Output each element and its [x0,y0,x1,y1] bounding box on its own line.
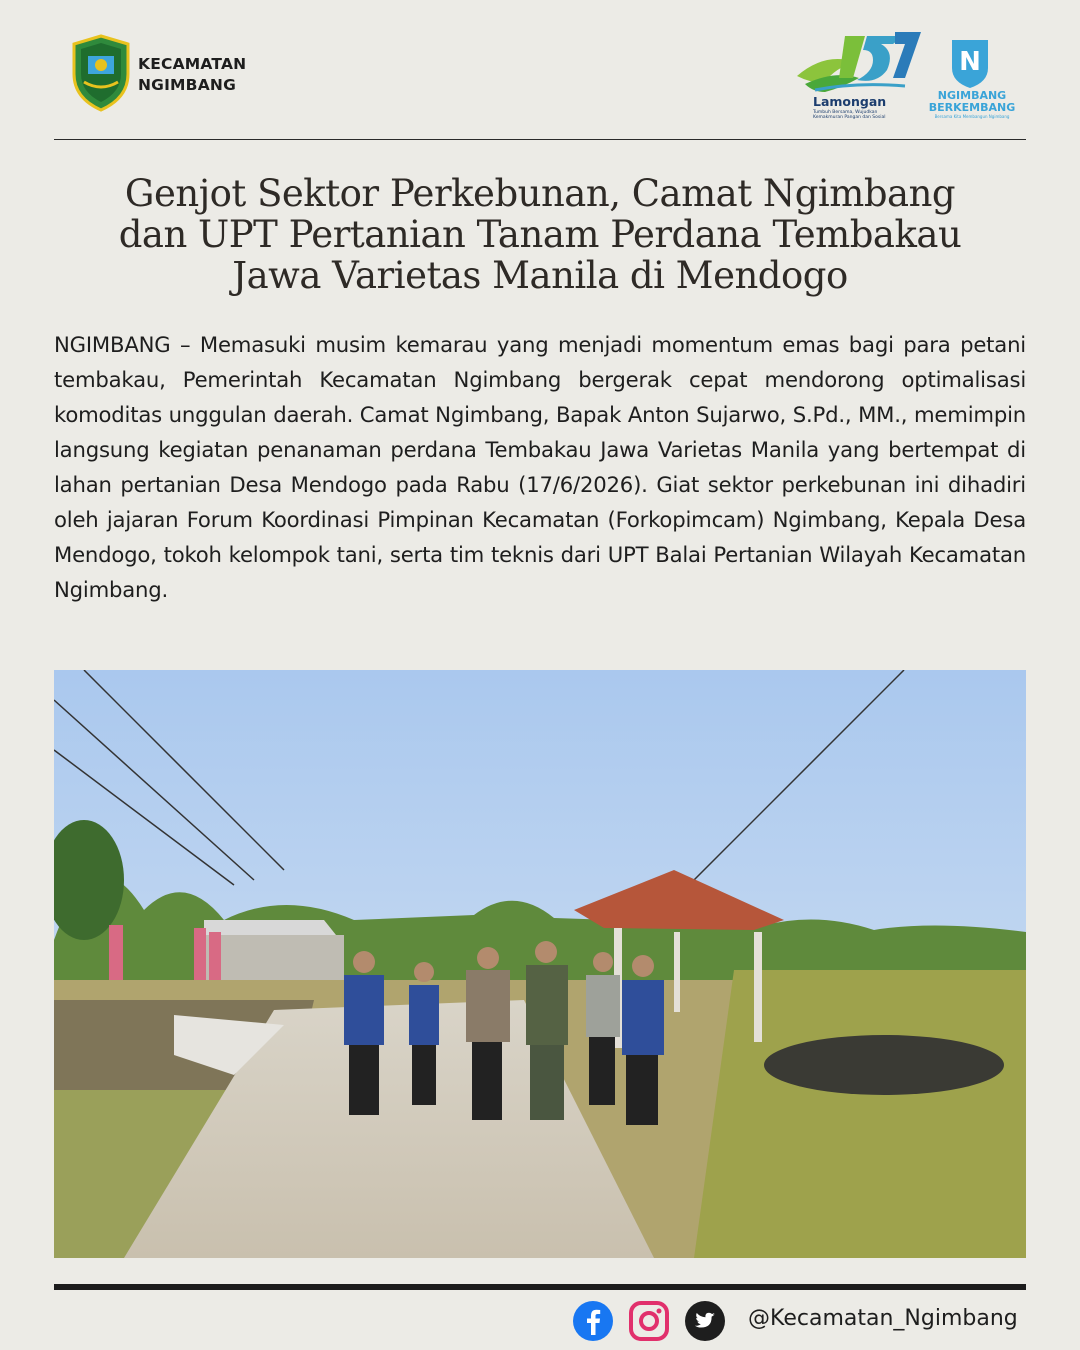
article-photo [54,670,1026,1258]
brand-name [138,54,246,96]
footer-divider [54,1284,1026,1290]
article-body: NGIMBANG – Memasuki musim kemarau yang menjadi momentum emas bagi para petani tembakau, Pemerintah Kecamatan Ngimbang bergerak cepat mendorong optimalisasi komoditas unggulan daerah. Camat Ngimbang, Bapak Anton Sujarwo, S.Pd., MM., memimpin langsung kegiatan penanaman perdana Tembakau Jawa Varietas Manila yang bertempat di lahan pertanian Desa Mendogo pada Rabu (17/6/2026). Giat sektor perkebunan ini dihadiri oleh jajaran Forum Koordinasi Pimpinan Kecamatan (Forkopimcam) Ngimbang, Kepala Desa Mendogo, tokoh kelompok tani, serta tim teknis dari UPT Balai Pertanian Wilayah Kecamatan Ngimbang. [54,332,1026,602]
social-handle[interactable]: @Kecamatan_Ngimbang [748,1306,1018,1331]
twitter-icon[interactable] [684,1300,726,1342]
title-line-3: Jawa Varietas Manila di Mendogo [232,254,848,297]
ngimbang-name-line-2: BERKEMBANG [928,101,1016,114]
ngimbang-name [922,90,1022,114]
ngimbang-tagline: Bersama Kita Membangun Ngimbang [934,114,1010,119]
article-title [54,173,1026,296]
instagram-icon[interactable] [628,1300,670,1342]
ngimbang-logo-letter: N [959,47,981,77]
title-line-2: dan UPT Pertanian Tanam Perdana Tembakau [118,213,962,256]
brand-line-1: KECAMATAN [138,55,247,73]
kecamatan-emblem [70,34,132,112]
header-divider [54,139,1026,140]
ngimbang-berkembang-logo [948,34,992,90]
header [0,0,1080,140]
title-line-1: Genjot Sektor Perkebunan, Camat Ngimbang [124,172,956,215]
lamongan-name: Lamongan [813,94,887,109]
lamongan-tagline: Tumbuh Bersama, Wujudkan Kemakmuran Pangan dan Sosial [813,110,886,120]
brand-line-2: NGIMBANG [138,76,236,94]
facebook-icon[interactable] [572,1300,614,1342]
ngimbang-name-line-1: NGIMBANG [937,89,1007,102]
